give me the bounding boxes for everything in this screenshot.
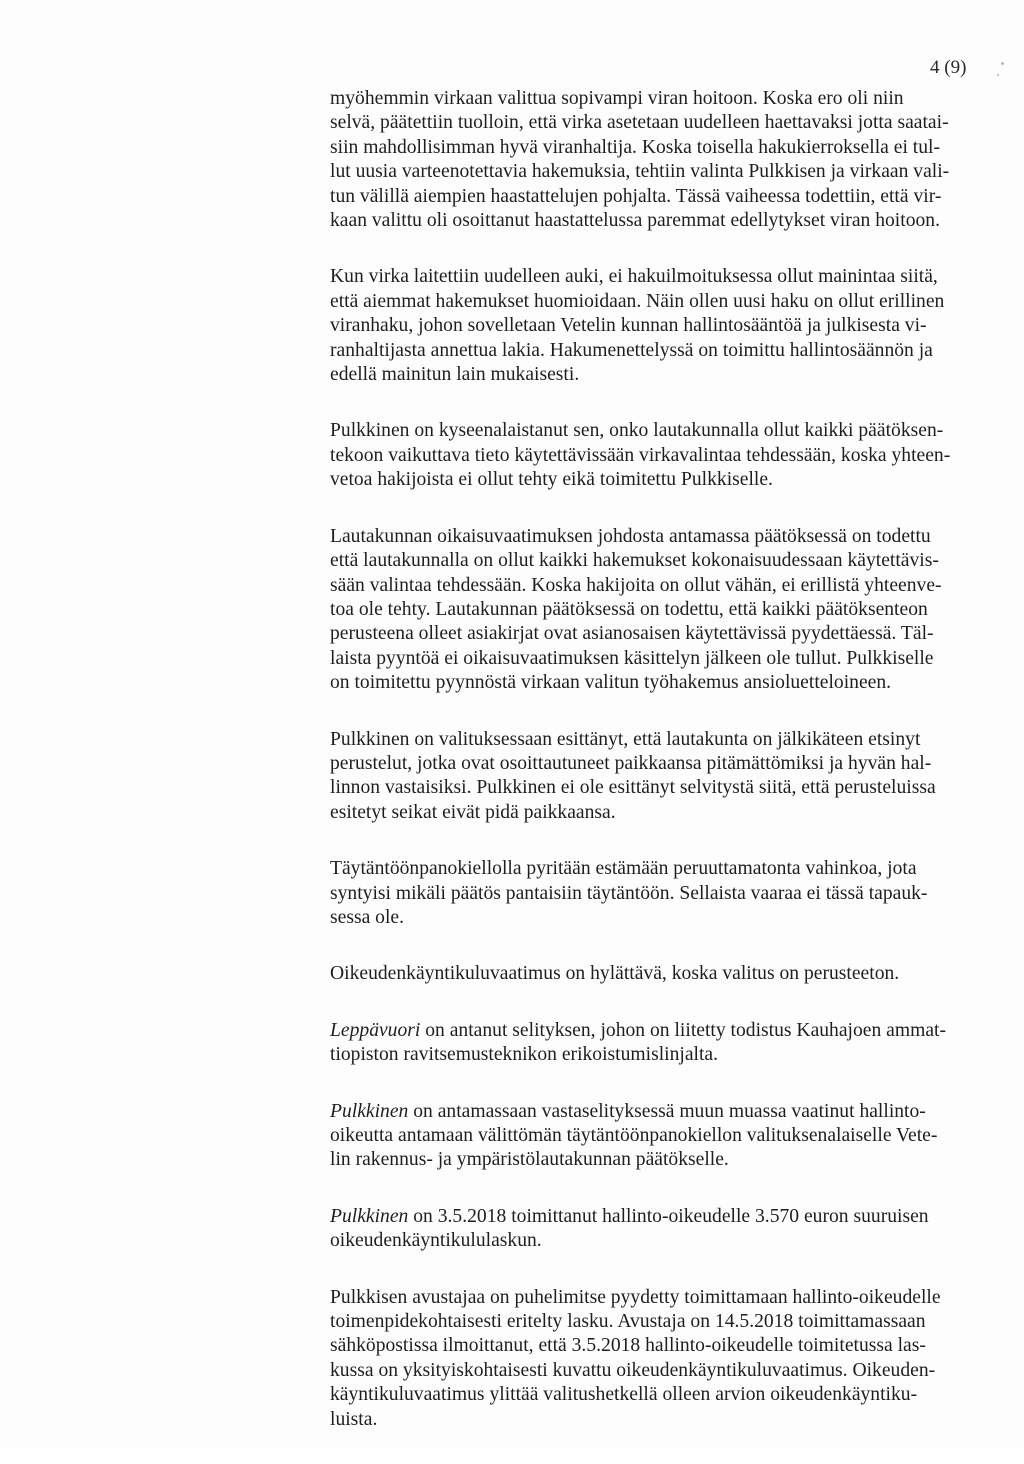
text-line: ranhaltijasta annettua lakia. Hakumenettelyssä on toimittu hallintosäännön ja [330,339,933,361]
text-line: Pulkkisen avustajaa on puhelimitse pyydetty toimittamaan hallinto-oikeudelle [330,1286,941,1308]
paragraph-information-question [330,419,980,492]
text-line: vetoa hakijoista ei ollut tehty eikä toimitettu Pulkkiselle. [330,469,773,491]
text-line: oikeutta antamaan välittömän täytäntöönpanokiellon valituksenalaiselle Vete- [330,1125,938,1146]
text-line: että aiemmat hakemukset huomioidaan. Näin ollen uusi haku on ollut erillinen [330,290,945,312]
text-line: sähköpostissa ilmoittanut, että 3.5.2018 hallinto-oikeudelle toimitetussa las- [330,1335,926,1357]
scan-speck [997,74,999,76]
paragraph-board-decision [330,525,980,696]
text-line: Kun virka laitettiin uudelleen auki, ei hakuilmoituksessa ollut mainintaa siitä, [330,266,938,288]
text-line [330,1100,980,1124]
text-line: Lautakunnan oikaisuvaatimuksen johdosta antamassa päätöksessä on todettu [330,525,931,547]
paragraph-cost-invoice [330,1205,980,1254]
text-line [330,1205,980,1229]
paragraph-reopened-vacancy [330,265,980,387]
text-line: Pulkkinen on kyseenalaistanut sen, onko lautakunnalla ollut kaikki päätöksen- [330,420,944,442]
text-line: toa ole tehty. Lautakunnan päätöksessä on todettu, että kaikki päätöksenteon [330,598,928,620]
text-line: edellä mainitun lain mukaisesti. [330,364,580,386]
text-line: tun välillä aiempien haastattelujen pohjalta. Tässä vaiheessa todettiin, että vir- [330,185,942,207]
text-line: tiopiston ravitsemusteknikon erikoistumislinjalta. [330,1044,719,1066]
text-line: perustelut, jotka ovat osoittautuneet paikkaansa pitämättömiksi ja hyvän hal- [330,752,932,774]
paragraph-itemized-invoice [330,1286,980,1432]
text-line: Täytäntöönpanokiellolla pyritään estämään peruuttamatonta vahinkoa, jota [330,858,917,880]
paragraph-pulkkinen-counterstatement [330,1100,980,1173]
party-name: Leppävuori [330,1019,421,1041]
text-line: esitetyt seikat eivät pidä paikkaansa. [330,801,616,823]
paragraph-hiring-rationale [330,87,980,233]
page-number: 4 (9) [930,57,967,78]
text-line: oikeudenkäyntikululaskun. [330,1230,542,1252]
text-fragment: on antanut selityksen, johon on liitetty todistus Kauhajoen ammat- [420,1019,947,1041]
text-line: lin rakennus- ja ympäristölautakunnan päätökselle. [330,1149,729,1171]
text-line: tekoon vaikuttava tieto käytettävissään virkavalintaa tehdessään, koska yhteen- [330,444,951,466]
text-fragment: on 3.5.2018 toimittanut hallinto-oikeudelle 3.570 euron suuruisen [408,1205,929,1227]
text-line: sään valintaa tehdessään. Koska hakijoita on ollut vähän, ei erillistä yhteenve- [330,574,942,596]
text-line: myöhemmin virkaan valittua sopivampi viran hoitoon. Koska ero oli niin [330,88,904,109]
text-line: laista pyyntöä ei oikaisuvaatimuksen käsittelyn jälkeen ole tullut. Pulkkiselle [330,647,934,669]
text-line: toimenpidekohtaisesti eritelty lasku. Avustaja on 14.5.2018 toimittamassaan [330,1311,926,1333]
text-line [330,1019,980,1043]
party-name: Pulkkinen [330,1205,409,1227]
text-line: kussa on yksityiskohtaisesti kuvattu oikeudenkäyntikuluvaatimus. Oikeuden- [330,1359,936,1381]
text-line: Pulkkinen on valituksessaan esittänyt, että lautakunta on jälkikäteen etsinyt [330,728,921,750]
text-line: on toimitettu pyynnöstä virkaan valitun työhakemus ansioluetteloineen. [330,672,892,694]
text-line: sessa ole. [330,906,405,928]
scan-speck [1001,62,1004,65]
text-fragment: on antamassaan vastaselityksessä muun muassa vaatinut hallinto- [408,1100,926,1122]
paragraph-enforcement-ban [330,857,980,930]
paragraph-legal-costs [330,962,980,986]
document-body [330,87,980,1464]
text-line: luista. [330,1408,378,1430]
text-line: käyntikuluvaatimus ylittää valitushetkellä olleen arvion oikeudenkäyntiku- [330,1384,918,1406]
text-line: selvä, päätettiin tuolloin, että virka asetetaan uudelleen haettavaksi jotta saatai- [330,112,949,134]
text-line: perusteena olleet asiakirjat ovat asianosaisen käytettävissä pyydettäessä. Täl- [330,623,934,645]
text-line: kaan valittu oli osoittanut haastattelussa paremmat edellytykset viran hoitoon. [330,210,940,232]
text-line: lut uusia varteenotettavia hakemuksia, tehtiin valinta Pulkkisen ja virkaan vali- [330,161,950,183]
text-line: siin mahdollisimman hyvä viranhaltija. Koska toisella hakukierroksella ei tul- [330,136,940,158]
text-line: viranhaku, johon sovelletaan Vetelin kunnan hallintosääntöä ja julkisesta vi- [330,315,927,337]
paragraph-appeal-claims [330,728,980,826]
text-line: linnon vastaisiksi. Pulkkinen ei ole esittänyt selvitystä siitä, että perusteluissa [330,777,936,799]
party-name: Pulkkinen [330,1100,409,1122]
paragraph-leppavuori-statement [330,1019,980,1068]
text-line: Oikeudenkäyntikuluvaatimus on hylättävä, koska valitus on perusteeton. [330,963,900,985]
text-line: että lautakunnalla on ollut kaikki hakemukset kokonaisuudessaan käytettävis- [330,550,939,572]
text-line: syntyisi mikäli päätös pantaisiin täytäntöön. Sellaista vaaraa ei tässä tapauk- [330,882,928,904]
